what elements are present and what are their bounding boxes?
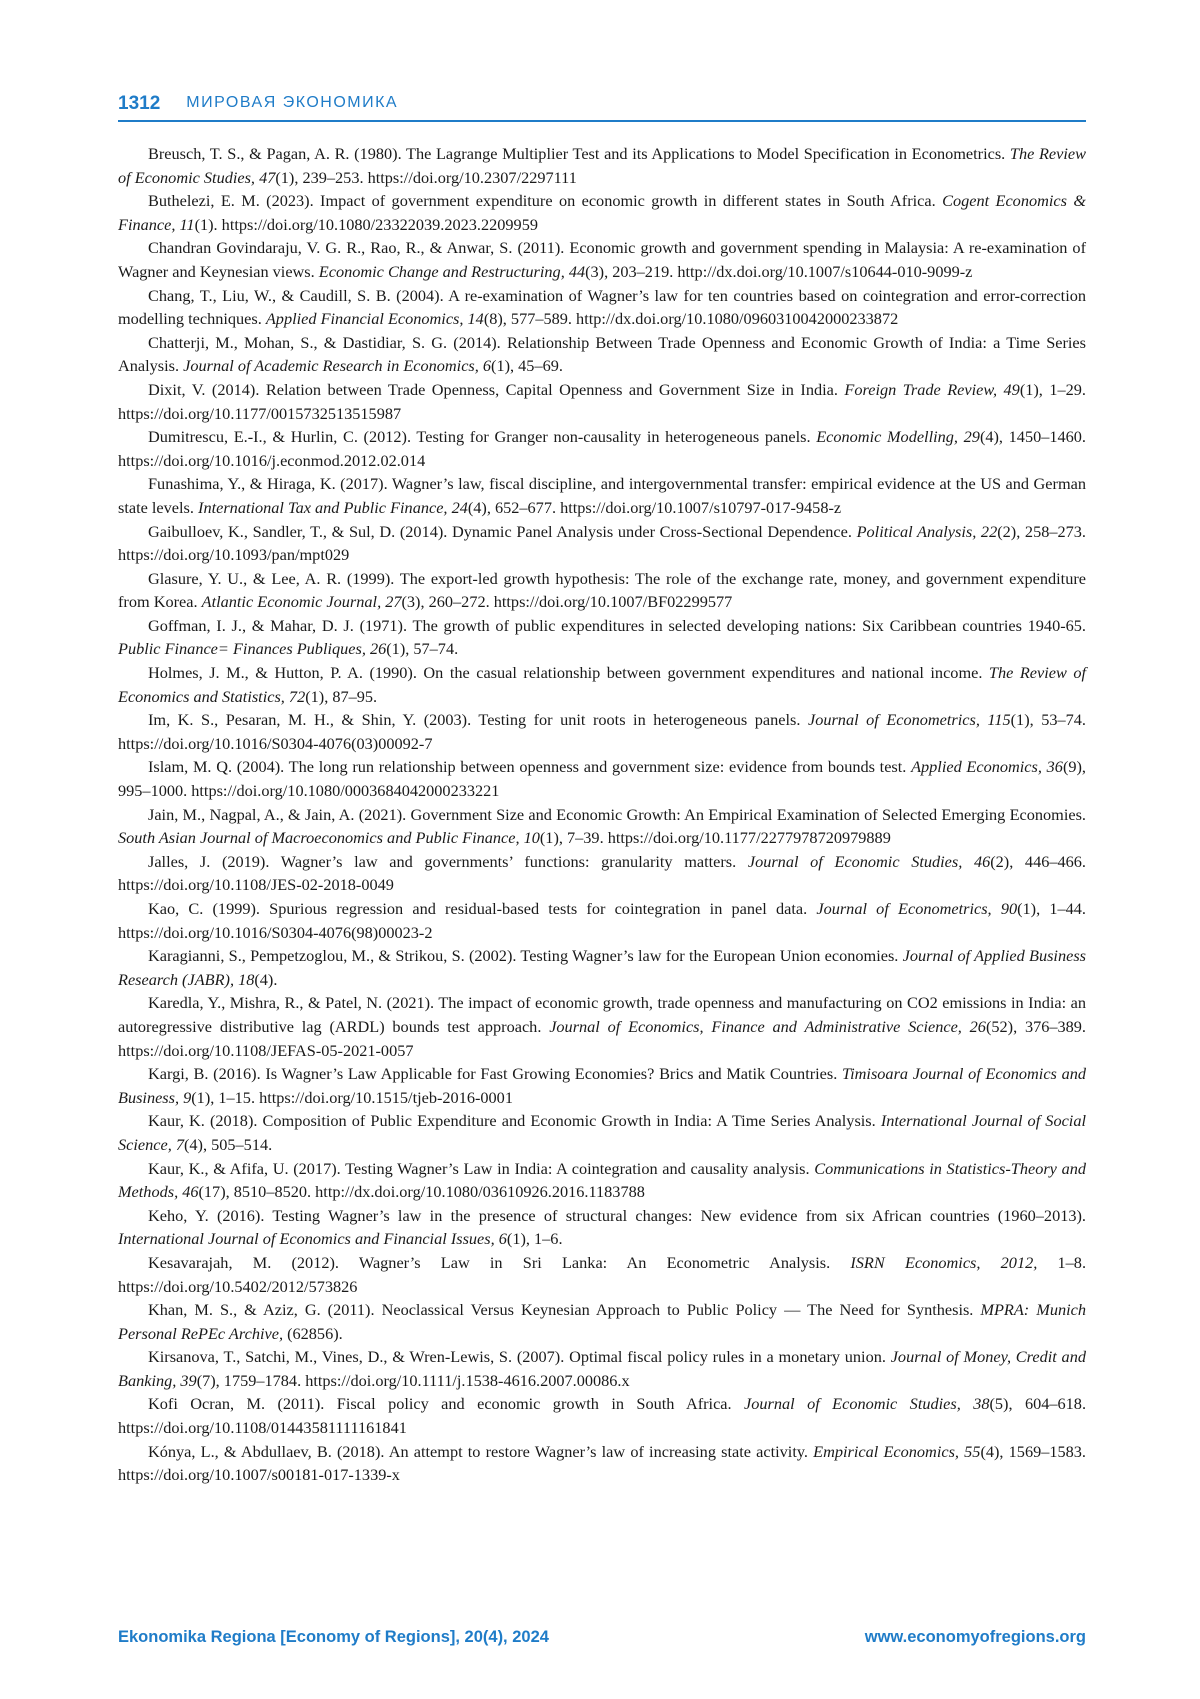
reference-details: (1), 87–95. <box>305 686 378 706</box>
reference-source: South Asian Journal of Macroeconomics and Public Finance, 10 <box>118 828 540 848</box>
reference-source: Empirical Economics, 55 <box>813 1441 981 1461</box>
reference-item <box>118 1392 1086 1439</box>
reference-item <box>118 897 1086 944</box>
reference-details: (1). https://doi.org/10.1080/23322039.2023.2209959 <box>194 214 538 234</box>
reference-text: Chandran Govindaraju, V. G. R., Rao, R., & Anwar, S. (2011). Economic growth and government spending in Malaysia: A re-examination of Wagner and Keynesian views. <box>118 238 1086 281</box>
reference-list <box>118 142 1086 1487</box>
reference-source: Applied Financial Economics, 14 <box>265 309 484 329</box>
reference-text: Kaur, K., & Afifa, U. (2017). Testing Wagner’s Law in India: A cointegration and causality analysis. <box>148 1158 815 1178</box>
reference-item <box>118 520 1086 567</box>
reference-details: (4), 1569–1583. https://doi.org/10.1007/s00181-017-1339-x <box>118 1441 1087 1485</box>
reference-text: Goffman, I. J., & Mahar, D. J. (1971). The growth of public expenditures in selected developing nations: Six Caribbean countries 1940-65. <box>148 615 1086 635</box>
reference-source: Journal of Econometrics, 90 <box>816 899 1018 918</box>
reference-details: (1), 1–44. https://doi.org/10.1016/S0304-4076(98)00023-2 <box>118 899 1086 942</box>
reference-text: Dumitrescu, E.-I., & Hurlin, C. (2012). Testing for Granger non-causality in heterogeneous panels. <box>148 427 817 447</box>
page-number: 1312 <box>118 92 161 114</box>
reference-details: (9), 995–1000. https://doi.org/10.1080/0003684042000233221 <box>118 757 1087 801</box>
reference-details: (1), 57–74. <box>386 639 459 659</box>
reference-source: Economic Change and Restructuring, 44 <box>318 261 586 281</box>
reference-text: Kao, C. (1999). Spurious regression and residual-based tests for cointegration in panel data. <box>148 899 817 918</box>
reference-text: Kaur, K. (2018). Composition of Public Expenditure and Economic Growth in India: A Time Series Analysis. <box>148 1111 881 1131</box>
footer-journal-citation: Ekonomika Regiona [Economy of Regions], 20(4), 2024 <box>118 1628 549 1646</box>
reference-details: (3), 260–272. https://doi.org/10.1007/BF02299577 <box>401 592 733 612</box>
reference-details: (1), 239–253. https://doi.org/10.2307/2297111 <box>275 167 577 187</box>
reference-item <box>118 425 1086 472</box>
reference-source: Journal of Economic Studies, 38 <box>744 1394 990 1414</box>
reference-text: Kofi Ocran, M. (2011). Fiscal policy and economic growth in South Africa. <box>148 1394 745 1414</box>
reference-source: Journal of Applied Business Research (JABR), 18 <box>118 946 1086 989</box>
reference-item <box>118 331 1086 378</box>
reference-details: (1), 1–6. <box>506 1229 563 1249</box>
reference-source: Communications in Statistics-Theory and Methods, 46 <box>118 1158 1086 1202</box>
reference-source: The Review of Economic Studies, 47 <box>118 144 1086 187</box>
reference-text: Kirsanova, T., Satchi, M., Vines, D., & Wren-Lewis, S. (2007). Optimal fiscal policy rules in a monetary union. <box>148 1347 891 1367</box>
reference-item <box>118 284 1086 331</box>
reference-text: Gaibulloev, K., Sandler, T., & Sul, D. (2014). Dynamic Panel Analysis under Cross-Sectional Dependence. <box>148 521 857 541</box>
reference-source: Journal of Economic Studies, 46 <box>747 851 991 871</box>
reference-details: (2), 446–466. https://doi.org/10.1108/JES-02-2018-0049 <box>118 851 1086 895</box>
reference-text: Jain, M., Nagpal, A., & Jain, A. (2021). Government Size and Economic Growth: An Empirical Examination of Selected Emerging Economies. <box>148 804 1086 824</box>
reference-details: (3), 203–219. http://dx.doi.org/10.1007/s10644-010-9099-z <box>585 261 973 281</box>
reference-source: Political Analysis, 22 <box>856 521 998 541</box>
reference-text: Karedla, Y., Mishra, R., & Patel, N. (2021). The impact of economic growth, trade openness and manufacturing on CO2 emissions in India: an autoregressive distributive lag (ARDL) bounds test approach. <box>118 993 1086 1036</box>
reference-text: Islam, M. Q. (2004). The long run relationship between openness and government size: evidence from bounds test. <box>148 757 912 777</box>
reference-item <box>118 803 1086 850</box>
reference-details: (62856). <box>283 1323 343 1343</box>
reference-details: (52), 376–389. https://doi.org/10.1108/JEFAS-05-2021-0057 <box>118 1016 1086 1060</box>
journal-section-title: МИРОВАЯ ЭКОНОМИКА <box>186 94 399 111</box>
reference-text: Kónya, L., & Abdullaev, B. (2018). An attempt to restore Wagner’s law of increasing state activity. <box>148 1441 814 1461</box>
reference-item <box>118 991 1086 1062</box>
reference-text: Chang, T., Liu, W., & Caudill, S. B. (2004). A re-examination of Wagner’s law for ten countries based on cointegration and error-correction modelling techniques. <box>118 285 1086 329</box>
reference-source: Journal of Econometrics, 115 <box>807 710 1011 730</box>
reference-details: (1), 1–15. https://doi.org/10.1515/tjeb-2016-0001 <box>191 1087 513 1107</box>
reference-text: Kargi, B. (2016). Is Wagner’s Law Applicable for Fast Growing Economies? Brics and Matik Countries. <box>148 1064 842 1084</box>
reference-item <box>118 142 1086 189</box>
reference-source: Public Finance= Finances Publiques, 26 <box>118 639 387 659</box>
reference-details: (4), 652–677. https://doi.org/10.1007/s10797-017-9458-z <box>467 497 842 517</box>
reference-details: (1), 53–74. https://doi.org/10.1016/S0304-4076(03)00092-7 <box>118 710 1086 753</box>
reference-source: Cogent Economics & Finance, 11 <box>118 191 1086 234</box>
reference-text: Funashima, Y., & Hiraga, K. (2017). Wagner’s law, fiscal discipline, and intergovernmental transfer: empirical evidence at the US and German state levels. <box>118 474 1086 517</box>
reference-item <box>118 567 1086 614</box>
reference-source: Foreign Trade Review, 49 <box>844 379 1020 399</box>
reference-text: Kesavarajah, M. (2012). Wagner’s Law in Sri Lanka: An Econometric Analysis. <box>148 1252 851 1272</box>
reference-source: Atlantic Economic Journal, 27 <box>201 592 402 612</box>
reference-item <box>118 1298 1086 1345</box>
reference-source: Applied Economics, 36 <box>911 757 1063 777</box>
reference-item <box>118 661 1086 708</box>
reference-details: (7), 1759–1784. https://doi.org/10.1111/j.1538-4616.2007.00086.x <box>196 1370 630 1390</box>
reference-source: MPRA: Munich Personal RePEc Archive, <box>118 1300 1086 1343</box>
reference-details: (4), 505–514. <box>184 1134 273 1154</box>
reference-item <box>118 189 1086 236</box>
reference-source: Journal of Economics, Finance and Administrative Science, 26 <box>549 1016 986 1036</box>
reference-details: (8), 577–589. http://dx.doi.org/10.1080/0960310042000233872 <box>483 309 899 329</box>
reference-item <box>118 708 1086 755</box>
reference-text: Buthelezi, E. M. (2023). Impact of government expenditure on economic growth in different states in South Africa. <box>148 191 943 211</box>
reference-text: Dixit, V. (2014). Relation between Trade Openness, Capital Openness and Government Size in India. <box>148 379 845 399</box>
reference-item <box>118 850 1086 897</box>
reference-source: Timisoara Journal of Economics and Business, 9 <box>118 1064 1087 1107</box>
reference-item <box>118 1345 1086 1392</box>
reference-source: International Journal of Economics and Financial Issues, 6 <box>118 1229 507 1249</box>
page-footer <box>118 1628 1086 1647</box>
reference-text: Glasure, Y. U., & Lee, A. R. (1999). The export-led growth hypothesis: The role of the exchange rate, money, and government expenditure from Korea. <box>118 568 1086 612</box>
reference-source: International Journal of Social Science, 7 <box>118 1111 1086 1154</box>
reference-text: Khan, M. S., & Aziz, G. (2011). Neoclassical Versus Keynesian Approach to Public Policy — The Need for Synthesis. <box>148 1300 981 1320</box>
reference-item <box>118 472 1086 519</box>
footer-website-link[interactable]: www.economyofregions.org <box>864 1628 1086 1646</box>
reference-text: Chatterji, M., Mohan, S., & Dastidiar, S. G. (2014). Relationship Between Trade Openness and Economic Growth of India: a Time Series Analysis. <box>118 332 1086 376</box>
reference-source: The Review of Economics and Statistics, 72 <box>118 663 1086 706</box>
reference-text: Jalles, J. (2019). Wagner’s law and governments’ functions: granularity matters. <box>148 851 748 871</box>
reference-item <box>118 378 1086 425</box>
reference-item <box>118 755 1086 802</box>
reference-source: International Tax and Public Finance, 24 <box>198 497 468 517</box>
reference-details: 1–8. https://doi.org/10.5402/2012/573826 <box>118 1252 1087 1296</box>
page-header <box>118 86 1086 122</box>
reference-text: Keho, Y. (2016). Testing Wagner’s law in the presence of structural changes: New evidence from six African countries (1960–2013). <box>148 1205 1086 1225</box>
reference-details: (1), 7–39. https://doi.org/10.1177/2277978720979889 <box>539 828 891 848</box>
reference-details: (1), 1–29. https://doi.org/10.1177/0015732513515987 <box>118 379 1086 423</box>
reference-item <box>118 1251 1086 1298</box>
reference-details: (17), 8510–8520. http://dx.doi.org/10.1080/03610926.2016.1183788 <box>198 1182 645 1202</box>
reference-details: (2), 258–273. https://doi.org/10.1093/pan/mpt029 <box>118 521 1086 565</box>
reference-details: (4), 1450–1460. https://doi.org/10.1016/j.econmod.2012.02.014 <box>118 427 1086 470</box>
reference-source: Economic Modelling, 29 <box>816 427 980 447</box>
reference-source: Journal of Money, Credit and Banking, 39 <box>118 1347 1086 1390</box>
reference-item <box>118 944 1086 991</box>
reference-item <box>118 1440 1086 1487</box>
reference-item <box>118 236 1086 283</box>
reference-details: (5), 604–618. https://doi.org/10.1108/01443581111161841 <box>118 1394 1087 1438</box>
reference-text: Im, K. S., Pesaran, M. H., & Shin, Y. (2003). Testing for unit roots in heterogeneous panels. <box>148 710 808 730</box>
reference-text: Karagianni, S., Pempetzoglou, M., & Strikou, S. (2002). Testing Wagner’s law for the European Union economies. <box>148 946 903 966</box>
reference-source: ISRN Economics, 2012, <box>850 1252 1038 1272</box>
reference-item <box>118 1062 1086 1109</box>
reference-details: (1), 45–69. <box>491 356 563 376</box>
reference-item <box>118 614 1086 661</box>
reference-text: Breusch, T. S., & Pagan, A. R. (1980). The Lagrange Multiplier Test and its Applications to Model Specification in Econometrics. <box>148 144 1010 163</box>
reference-item <box>118 1157 1086 1204</box>
reference-text: Holmes, J. M., & Hutton, P. A. (1990). On the casual relationship between government expenditures and national income. <box>148 663 989 683</box>
reference-details: (4). <box>254 969 278 989</box>
reference-source: Journal of Academic Research in Economics, 6 <box>183 356 492 376</box>
reference-item <box>118 1204 1086 1251</box>
reference-item <box>118 1109 1086 1156</box>
